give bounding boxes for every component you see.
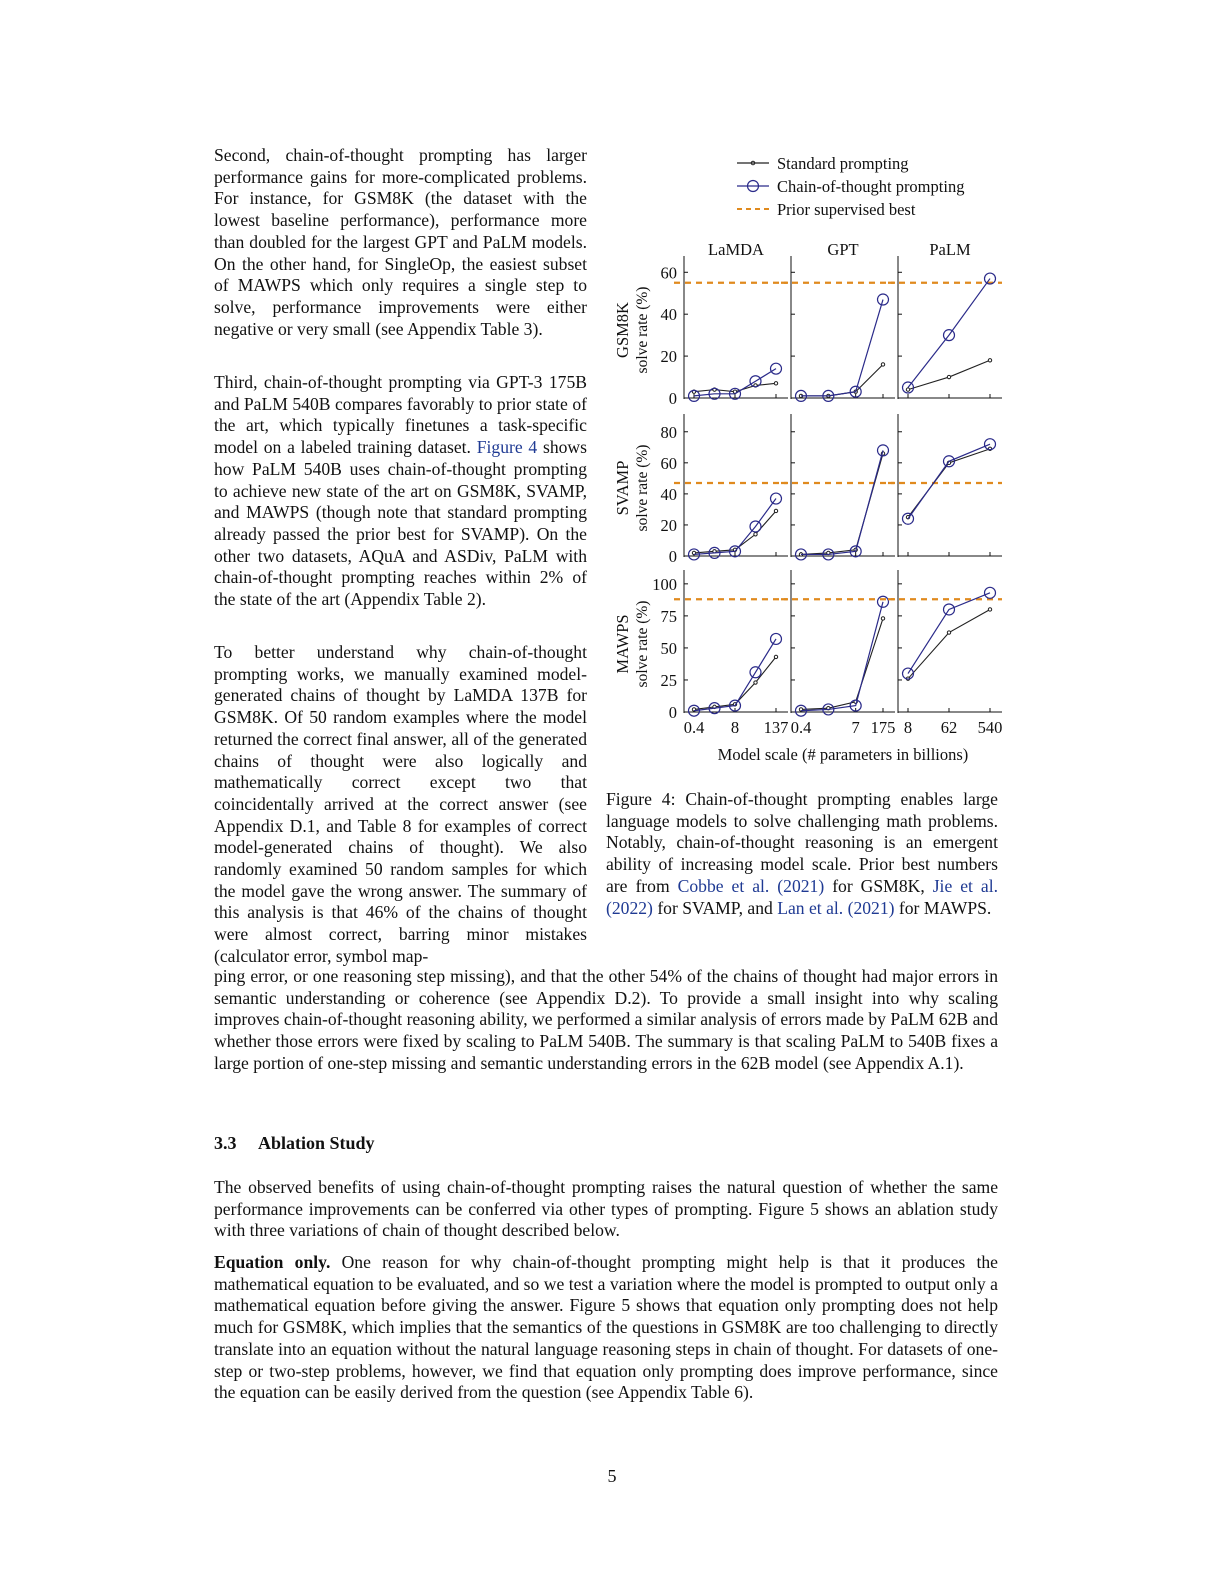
paragraph-text: The observed benefits of using chain-of-thought prompting raises the natural question of whether the same performance improvements can be conferred via other types of prompting. Figure 5 shows an ablation study with three variations of chain of thought described below. bbox=[214, 1177, 998, 1241]
legend-prior-label: Prior supervised best bbox=[777, 200, 916, 219]
full-width-paragraph-2 bbox=[214, 1177, 998, 1242]
x-tick-label-lamda: 0.4 bbox=[683, 718, 705, 737]
row-sublabel-gsm8k: solve rate (%) bbox=[634, 286, 651, 374]
plot-svamp-lamda-standard-point bbox=[774, 509, 777, 512]
y-tick-label-mawps: 0 bbox=[668, 703, 677, 722]
plot-mawps-lamda-standard-line bbox=[694, 657, 776, 710]
x-tick-label-palm: 8 bbox=[903, 718, 913, 737]
x-axis-label: Model scale (# parameters in billions) bbox=[717, 745, 969, 764]
plot-gsm8k-lamda-standard-point bbox=[774, 382, 777, 385]
x-tick-label-palm: 540 bbox=[977, 718, 1003, 737]
plot-gsm8k-palm-standard-point bbox=[906, 388, 909, 391]
paragraph-text bbox=[214, 372, 587, 611]
paragraph-text bbox=[214, 1252, 998, 1404]
plot-mawps-gpt-standard-line bbox=[801, 618, 883, 709]
page-number: 5 bbox=[607, 1466, 617, 1486]
x-tick-label-gpt: 0.4 bbox=[790, 718, 812, 737]
left-paragraph-1 bbox=[214, 145, 587, 340]
row-label-svamp: SVAMP bbox=[613, 460, 632, 516]
section-heading bbox=[214, 1133, 375, 1154]
column-title-palm: PaLM bbox=[929, 240, 971, 259]
y-tick-label-svamp: 20 bbox=[660, 515, 677, 535]
plot-svamp-lamda-standard-point bbox=[754, 533, 757, 536]
paragraph-text: Second, chain-of-thought prompting has larger performance gains for more-complicated problems. For instance, for GSM8K (the dataset with the lowest baseline performance), performance more than doubled for the largest GPT and PaLM models. On the other hand, for SingleOp, the easiest subset of MAWPS which only requires a single step to solve, performance improvements were either negative or very small (see Appendix Table 3). bbox=[214, 145, 587, 339]
plot-gsm8k-gpt-standard-line bbox=[801, 364, 883, 395]
y-tick-label-mawps: 50 bbox=[660, 638, 677, 658]
y-tick-label-svamp: 0 bbox=[668, 547, 677, 566]
row-sublabel-svamp: solve rate (%) bbox=[634, 444, 651, 532]
plot-gsm8k-palm-standard-point bbox=[947, 375, 950, 378]
plot-mawps-lamda-cot-point bbox=[771, 633, 782, 644]
plot-mawps-palm-standard-line bbox=[908, 609, 990, 678]
y-tick-label-gsm8k: 60 bbox=[660, 263, 677, 283]
plot-mawps-lamda-standard-point bbox=[774, 655, 777, 658]
y-tick-label-gsm8k: 0 bbox=[668, 389, 677, 408]
paragraph-text-a: Third, chain-of-thought prompting via GPT-3 175B and PaLM 540B compares favorably to prior state of the art, which typically finetunes a task-specific model on a labeled training dataset. bbox=[214, 372, 587, 458]
x-tick-label-lamda: 8 bbox=[730, 718, 740, 737]
legend-cot-label: Chain-of-thought prompting bbox=[777, 177, 965, 196]
y-tick-label-mawps: 100 bbox=[652, 574, 677, 594]
plot-svamp-gpt-standard-line bbox=[801, 454, 883, 555]
caption-text-c: for SVAMP, and bbox=[657, 897, 773, 918]
left-paragraph-2 bbox=[214, 372, 587, 611]
plot-mawps-palm-standard-point bbox=[947, 631, 950, 634]
plot-mawps-lamda-standard-point bbox=[754, 681, 757, 684]
y-tick-label-svamp: 80 bbox=[660, 422, 677, 442]
plot-svamp-gpt-cot-line bbox=[801, 450, 883, 554]
section-number: 3.3 bbox=[214, 1133, 237, 1153]
plot-mawps-gpt-standard-point bbox=[881, 617, 884, 620]
row-label-mawps: MAWPS bbox=[613, 614, 632, 674]
plot-gsm8k-palm-cot-line bbox=[908, 279, 990, 388]
y-tick-label-mawps: 25 bbox=[660, 670, 677, 690]
plot-gsm8k-gpt-cot-line bbox=[801, 300, 883, 396]
paragraph-text-b: shows how PaLM 540B uses chain-of-thought prompting to achieve new state of the art on GSM8K, SVAMP, and MAWPS (though note that standard prompting already passed the prior best for SVAMP). On the other two datasets, AQuA and ASDiv, PaLM with chain-of-thought prompting reaches within 2% of the state of the art (Appendix Table 2). bbox=[214, 437, 587, 610]
row-sublabel-mawps: solve rate (%) bbox=[634, 600, 651, 688]
y-tick-label-gsm8k: 20 bbox=[660, 347, 677, 367]
paragraph-text: To better understand why chain-of-thought prompting works, we manually examined model-generated chains of thought by LaMDA 137B for GSM8K. Of 50 random examples where the model returned the correct final answer, all of the generated chains of thought were also logically and mathematically correct except two that coincidentally arrived at the correct answer (see Appendix D.1, and Table 8 for examples of correct model-generated chains of thought). We also randomly examined 50 random samples for which the model gave the wrong answer. The summary of this analysis is that 46% of the chains of thought were almost correct, barring minor mistakes (calculator error, symbol map- bbox=[214, 642, 587, 966]
figure-4-link[interactable]: Figure 4 bbox=[476, 437, 538, 458]
y-tick-label-svamp: 40 bbox=[660, 484, 677, 504]
citation-cobbe[interactable]: Cobbe et al. (2021) bbox=[677, 875, 825, 896]
y-tick-label-svamp: 60 bbox=[660, 453, 677, 473]
x-tick-label-gpt: 175 bbox=[870, 718, 896, 737]
paragraph-text: ping error, or one reasoning step missing), and that the other 54% of the chains of thought had major errors in semantic understanding or coherence (see Appendix D.2). To provide a small insight into why scaling improves chain-of-thought reasoning ability, we performed a similar analysis of errors made by PaLM 62B and whether those errors were fixed by scaling to PaLM 540B. The summary is that scaling PaLM to 540B fixes a large portion of one-step missing and semantic understanding errors in the 62B model (see Appendix A.1). bbox=[214, 966, 998, 1073]
x-tick-label-gpt: 7 bbox=[851, 718, 860, 737]
x-tick-label-palm: 62 bbox=[940, 718, 958, 737]
y-tick-label-mawps: 75 bbox=[660, 606, 677, 626]
caption-text-d: for MAWPS. bbox=[898, 897, 992, 918]
full-width-paragraph-3 bbox=[214, 1252, 998, 1404]
figure-4-caption bbox=[606, 789, 998, 919]
plot-gsm8k-gpt-standard-point bbox=[881, 363, 884, 366]
citation-lan[interactable]: Lan et al. (2021) bbox=[777, 897, 895, 918]
full-width-paragraph-1 bbox=[214, 966, 998, 1075]
legend-standard-label: Standard prompting bbox=[777, 154, 909, 173]
caption-text-a: Chain-of-thought prompting enables large language models to solve challenging math problems. Notably, chain-of-thought reasoning is an emergent ability of increasing model scale. Prior best numbers are from bbox=[606, 789, 998, 896]
plot-svamp-lamda-standard-line bbox=[694, 511, 776, 553]
plot-mawps-palm-standard-point bbox=[988, 608, 991, 611]
x-tick-label-lamda: 137 bbox=[763, 718, 789, 737]
plot-gsm8k-palm-standard-point bbox=[988, 359, 991, 362]
caption-label: Figure 4: bbox=[606, 789, 676, 809]
caption-text-b: for GSM8K, bbox=[832, 875, 925, 896]
y-tick-label-gsm8k: 40 bbox=[660, 305, 677, 325]
paragraph-lead: Equation only. bbox=[214, 1252, 331, 1272]
column-title-gpt: GPT bbox=[827, 240, 859, 259]
left-paragraph-3 bbox=[214, 642, 587, 968]
paragraph-body: One reason for why chain-of-thought prompting might help is that it produces the mathematical equation to be evaluated, and so we test a variation where the model is prompted to output only a mathematical equation before giving the answer. Figure 5 shows that equation only prompting does not help much for GSM8K, which implies that the semantics of the questions in GSM8K are too challenging to directly translate into an equation without the natural language reasoning steps in chain of thought. For datasets of one-step or two-step problems, however, we find that equation only prompting does improve performance, since the equation can be easily derived from the question (see Appendix Table 6). bbox=[214, 1252, 998, 1403]
figure-4-chart bbox=[604, 150, 1008, 770]
row-label-gsm8k: GSM8K bbox=[613, 302, 632, 358]
citation-jie[interactable]: Jie et al. (2022) bbox=[606, 875, 998, 918]
plot-mawps-gpt-cot-point bbox=[878, 596, 889, 607]
section-title: Ablation Study bbox=[258, 1133, 375, 1153]
column-title-lamda: LaMDA bbox=[708, 240, 764, 259]
